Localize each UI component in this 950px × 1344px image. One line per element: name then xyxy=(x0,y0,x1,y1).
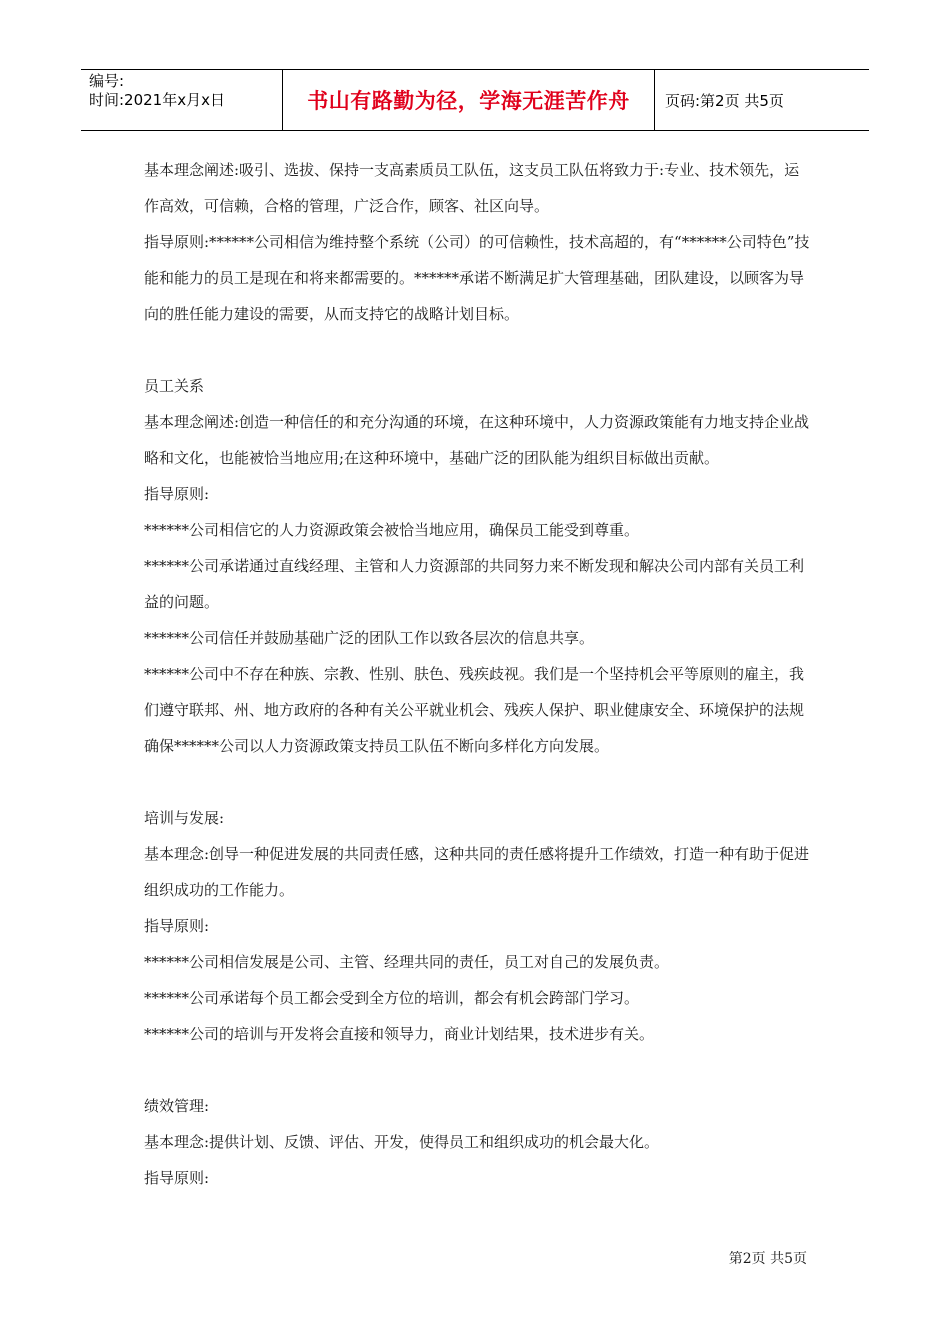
paragraph: 绩效管理: xyxy=(144,1097,210,1115)
paragraph: ******公司的培训与开发将会直接和领导力，商业计划结果，技术进步有关。 xyxy=(144,1025,655,1043)
header-page-cell xyxy=(655,70,869,130)
doc-number-label: 编号: xyxy=(89,72,125,90)
paragraph: ******公司承诺通过直线经理、主管和人力资源部的共同努力来不断发现和解决公司内部有关员工利益的问题。 xyxy=(144,557,805,611)
time-label: 时间:2021年x月x日 xyxy=(89,91,225,109)
header-page-info: 页码:第2页 共5页 xyxy=(665,91,784,110)
paragraph: 指导原则:******公司相信为维持整个系统（公司）的可信赖性，技术高超的，有“******公司特色”技能和能力的员工是现在和将来都需要的。******承诺不断满足扩大管理基础，团队建设，以顾客为导向的胜任能力建设的需要，从而支持它的战略计划目标。 xyxy=(144,233,810,323)
paragraph: 培训与发展: xyxy=(144,809,225,827)
footer-page-info: 第2页 共5页 xyxy=(728,1251,807,1267)
header-motto-cell xyxy=(282,70,655,130)
header-motto: 书山有路勤为径，学海无涯苦作舟 xyxy=(307,89,630,113)
page-header xyxy=(81,69,869,131)
paragraph: 基本理念:提供计划、反馈、评估、开发，使得员工和组织成功的机会最大化。 xyxy=(144,1133,660,1151)
document-body xyxy=(144,152,812,1196)
header-meta xyxy=(81,70,282,130)
paragraph: 指导原则: xyxy=(144,1169,210,1187)
paragraph: ******公司承诺每个员工都会受到全方位的培训，都会有机会跨部门学习。 xyxy=(144,989,640,1007)
paragraph: 指导原则: xyxy=(144,485,210,503)
paragraph: 基本理念阐述:吸引、选拔、保持一支高素质员工队伍，这支员工队伍将致力于:专业、技术领先，运作高效，可信赖，合格的管理，广泛合作，顾客、社区向导。 xyxy=(144,161,800,215)
paragraph: ******公司相信发展是公司、主管、经理共同的责任，员工对自己的发展负责。 xyxy=(144,953,670,971)
paragraph: 确保******公司以人力资源政策支持员工队伍不断向多样化方向发展。 xyxy=(144,737,610,755)
paragraph: ******公司中不存在种族、宗教、性别、肤色、残疾歧视。我们是一个坚持机会平等原则的雇主，我们遵守联邦、州、地方政府的各种有关公平就业机会、残疾人保护、职业健康安全、环境保护的法规 xyxy=(144,665,805,719)
paragraph: 员工关系 xyxy=(144,377,205,395)
paragraph: ******公司相信它的人力资源政策会被恰当地应用，确保员工能受到尊重。 xyxy=(144,521,640,539)
paragraph: 基本理念阐述:创造一种信任的和充分沟通的环境，在这种环境中，人力资源政策能有力地支持企业战略和文化，也能被恰当地应用;在这种环境中，基础广泛的团队能为组织目标做出贡献。 xyxy=(144,413,810,467)
paragraph: 指导原则: xyxy=(144,917,210,935)
paragraph: ******公司信任并鼓励基础广泛的团队工作以致各层次的信息共享。 xyxy=(144,629,595,647)
paragraph: 基本理念:创导一种促进发展的共同责任感，这种共同的责任感将提升工作绩效，打造一种有助于促进组织成功的工作能力。 xyxy=(144,845,810,899)
